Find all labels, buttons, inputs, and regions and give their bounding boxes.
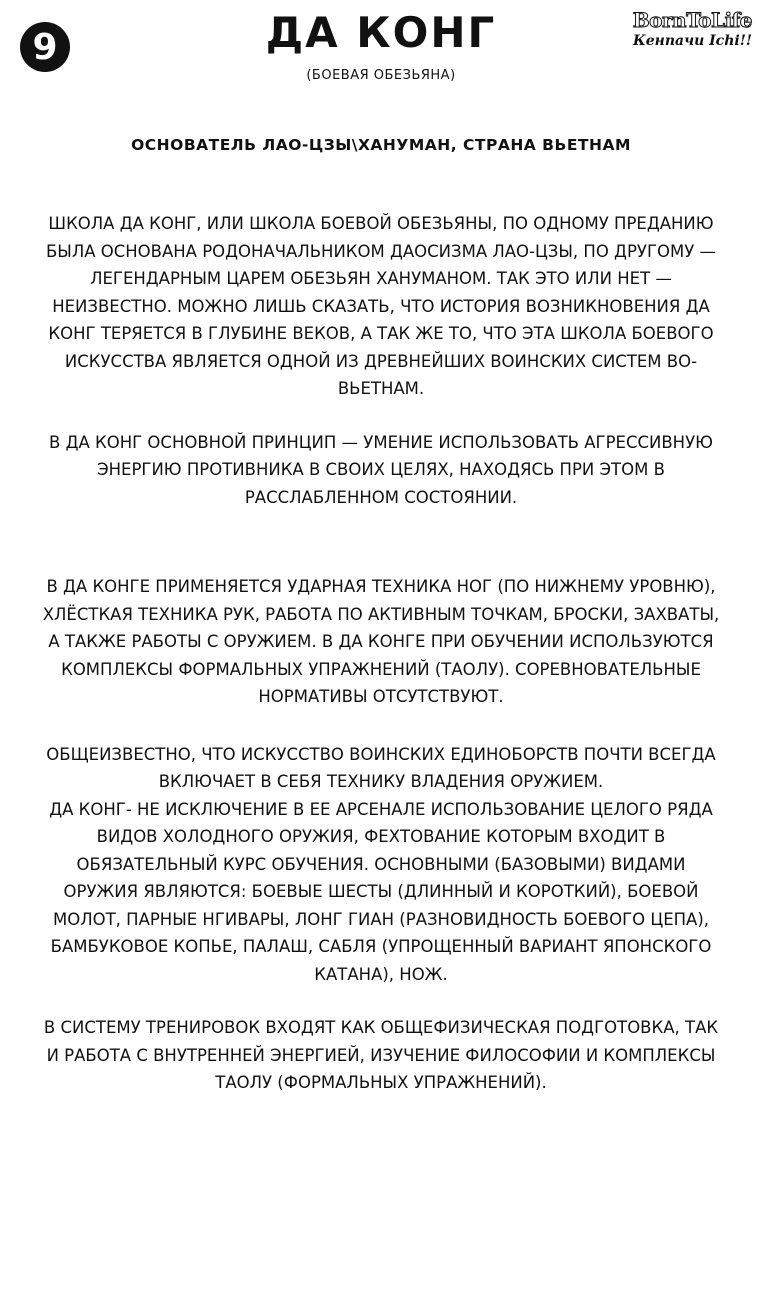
paragraph-techniques: В ДА КОНГЕ ПРИМЕНЯЕТСЯ УДАРНАЯ ТЕХНИКА НОГ (ПО НИЖНЕМУ УРОВНЮ), ХЛЁСТКАЯ ТЕХНИКА РУК, РАБОТА ПО АКТИВНЫМ ТОЧКАМ, БРОСКИ, ЗАХВАТЫ, А ТАКЖЕ РАБОТЫ С ОРУЖИЕМ. В ДА КОНГЕ ПРИ ОБУЧЕНИИ ИСПОЛЬЗУЮТСЯ КОМПЛЕКСЫ ФОРМАЛЬНЫХ УПРАЖНЕНИЙ (ТАОЛУ). СОРЕВНОВАТЕЛЬНЫЕ НОРМАТИВЫ ОТСУТСТВУЮТ. — [42, 577, 720, 706]
brand-logo-sub: Кенпачи Ichi!! — [632, 33, 752, 49]
paragraph-principle: В ДА КОНГ ОСНОВНОЙ ПРИНЦИП — УМЕНИЕ ИСПОЛЬЗОВАТЬ АГРЕССИВНУЮ ЭНЕРГИЮ ПРОТИВНИКА В СВОИХ ЦЕЛЯХ, НАХОДЯСЬ ПРИ ЭТОМ В РАССЛАБЛЕННОМ СОСТОЯНИИ. — [49, 432, 713, 507]
page-subtitle: (БОЕВАЯ ОБЕЗЬЯНА) — [306, 68, 456, 83]
paragraph-weapons-intro: ОБЩЕИЗВЕСТНО, ЧТО ИСКУССТВО ВОИНСКИХ ЕДИНОБОРСТВ ПОЧТИ ВСЕГДА ВКЛЮЧАЕТ В СЕБЯ ТЕХНИКУ ВЛАДЕНИЯ ОРУЖИЕМ. — [46, 744, 716, 791]
paragraph-training: В СИСТЕМУ ТРЕНИРОВОК ВХОДЯТ КАК ОБЩЕФИЗИЧЕСКАЯ ПОДГОТОВКА, ТАК И РАБОТА С ВНУТРЕННЕЙ ЭНЕРГИЕЙ, ИЗУЧЕНИЕ ФИЛОСОФИИ И КОМПЛЕКСЫ ТАОЛУ (ФОРМАЛЬНЫХ УПРАЖНЕНИЙ). — [43, 1018, 719, 1092]
page-title: ДА КОНГ — [265, 8, 497, 57]
paragraph-history: ШКОЛА ДА КОНГ, ИЛИ ШКОЛА БОЕВОЙ ОБЕЗЬЯНЫ, ПО ОДНОМУ ПРЕДАНИЮ БЫЛА ОСНОВАНА РОДОНАЧАЛЬНИКОМ ДАОСИЗМА ЛАО-ЦЗЫ, ПО ДРУГОМУ — ЛЕГЕНДАРНЫМ ЦАРЕМ ОБЕЗЬЯН ХАНУМАНОМ. ТАК ЭТО ИЛИ НЕТ — НЕИЗВЕСТНО. МОЖНО ЛИШЬ СКАЗАТЬ, ЧТО ИСТОРИЯ ВОЗНИКНОВЕНИЯ ДА КОНГ ТЕРЯЕТСЯ В ГЛУБИНЕ ВЕКОВ, А ТАК ЖЕ ТО, ЧТО ЭТА ШКОЛА БОЕВОГО ИСКУССТВА ЯВЛЯЕТСЯ ОДНОЙ ИЗ ДРЕВНЕЙШИХ ВОИНСКИХ СИСТЕМ ВО-ВЬЕТНАМ. — [45, 214, 717, 398]
article-body — [40, 210, 722, 1097]
paragraph-weapons: ДА КОНГ- НЕ ИСКЛЮЧЕНИЕ В ЕЕ АРСЕНАЛЕ ИСПОЛЬЗОВАНИЕ ЦЕЛОГО РЯДА ВИДОВ ХОЛОДНОГО ОРУЖИЯ, ФЕХТОВАНИЕ КОТОРЫМ ВХОДИТ В ОБЯЗАТЕЛЬНЫЙ КУРС ОБУЧЕНИЯ. ОСНОВНЫМИ (БАЗОВЫМИ) ВИДАМИ ОРУЖИЯ ЯВЛЯЮТСЯ: БОЕВЫЕ ШЕСТЫ (ДЛИННЫЙ И КОРОТКИЙ), БОЕВОЙ МОЛОТ, ПАРНЫЕ НГИВАРЫ, ЛОНГ ГИАН (РАЗНОВИДНОСТЬ БОЕВОГО ЦЕПА), БАМБУКОВОЕ КОПЬЕ, ПАЛАШ, САБЛЯ (УПРОЩЕННЫЙ ВАРИАНТ ЯПОНСКОГО КАТАНА), НОЖ. — [49, 799, 713, 984]
founder-line: ОСНОВАТЕЛЬ ЛАО-ЦЗЫ\ХАНУМАН, СТРАНА ВЬЕТНАМ — [131, 136, 631, 154]
brand-logo-top: BornToLife — [632, 8, 752, 32]
page-number-badge: 9 — [20, 22, 70, 72]
brand-logo — [602, 8, 752, 50]
